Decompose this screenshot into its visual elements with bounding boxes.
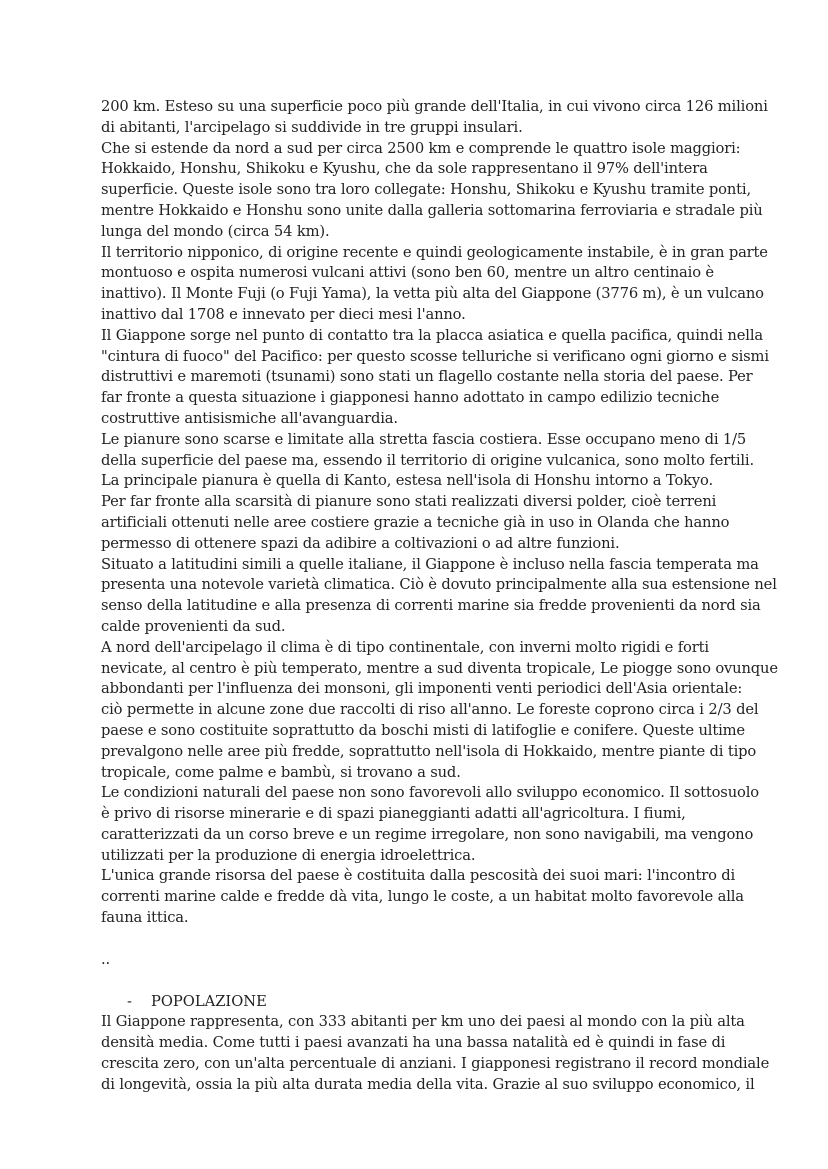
text-line: densità media. Come tutti i paesi avanzati ha una bassa natalità ed è quindi in fase di — [101, 1034, 726, 1052]
text-line: La principale pianura è quella di Kanto, estesa nell'isola di Honshu intorno a Tokyo. — [101, 472, 713, 490]
text-line: costruttive antisismiche all'avanguardia. — [101, 409, 398, 427]
text-line: A nord dell'arcipelago il clima è di tipo continentale, con inverni molto rigidi e forti — [101, 638, 709, 656]
text-line: far fronte a questa situazione i giapponesi hanno adottato in campo edilizio tecniche — [101, 389, 720, 407]
text-line: Il Giappone rappresenta, con 333 abitanti per km uno dei paesi al mondo con la più alta — [101, 1013, 745, 1031]
text-line: fauna ittica. — [101, 909, 189, 927]
text-line: della superficie del paese ma, essendo il territorio di origine vulcanica, sono molto fertili. — [101, 451, 754, 469]
spacer — [101, 971, 728, 992]
text-line: nevicate, al centro è più temperato, mentre a sud diventa tropicale, Le piogge sono ovunque — [101, 659, 778, 677]
text-line: Situato a latitudini simili a quelle italiane, il Giappone è incluso nella fascia temperata ma — [101, 555, 759, 573]
text-line: artificiali ottenuti nelle aree costiere grazie a tecniche già in uso in Olanda che hanno — [101, 513, 730, 531]
text-line: inattivo dal 1708 e innevato per dieci mesi l'anno. — [101, 305, 466, 323]
text-line: Il territorio nipponico, di origine recente e quindi geologicamente instabile, è in gran parte — [101, 243, 768, 261]
text-line: correnti marine calde e fredde dà vita, lungo le coste, a un habitat molto favorevole alla — [101, 888, 744, 906]
text-line: caratterizzati da un corso breve e un regime irregolare, non sono navigabili, ma vengono — [101, 825, 754, 843]
text-line: senso della latitudine e alla presenza di correnti marine sia fredde provenienti da nord sia — [101, 597, 761, 615]
text-line: lunga del mondo (circa 54 km). — [101, 222, 330, 240]
text-line: Che si estende da nord a sud per circa 2500 km e comprende le quattro isole maggiori: — [101, 139, 741, 157]
spacer — [101, 929, 728, 950]
text-line: ciò permette in alcune zone due raccolti di riso all'anno. Le foreste coprono circa i 2/3 del — [101, 701, 759, 719]
text-line: utilizzati per la produzione di energia idroelettrica. — [101, 846, 476, 864]
text-line: permesso di ottenere spazi da adibire a coltivazioni o ad altre funzioni. — [101, 534, 620, 552]
section-text — [101, 1012, 770, 1095]
text-line: prevalgono nelle aree più fredde, soprattutto nell'isola di Hokkaido, mentre piante di tipo — [101, 742, 757, 760]
text-line: Il Giappone sorge nel punto di contatto tra la placca asiatica e quella pacifica, quindi nella — [101, 326, 763, 344]
text-line: mentre Hokkaido e Honshu sono unite dalla galleria sottomarina ferroviaria e stradale più — [101, 201, 763, 219]
text-line: di longevità, ossia la più alta durata media della vita. Grazie al suo sviluppo economico, il — [101, 1075, 755, 1093]
text-line: inattivo). Il Monte Fuji (o Fuji Yama), la vetta più alta del Giappone (3776 m), è un vulcano — [101, 285, 764, 303]
text-line: 200 km. Esteso su una superficie poco più grande dell'Italia, in cui vivono circa 126 milioni — [101, 98, 768, 115]
body-text — [101, 97, 778, 929]
text-line: montuoso e ospita numerosi vulcani attivi (sono ben 60, mentre un altro centinaio è — [101, 264, 714, 282]
separator: .. — [101, 950, 111, 968]
section-heading — [101, 992, 728, 1013]
text-line: è privo di risorse minerarie e di spazi pianeggianti adatti all'agricoltura. I fiumi, — [101, 805, 686, 823]
text-line: L'unica grande risorsa del paese è costituita dalla pescosità dei suoi mari: l'incontro di — [101, 867, 736, 885]
text-line: Le pianure sono scarse e limitate alla stretta fascia costiera. Esse occupano meno di 1/5 — [101, 430, 747, 448]
text-line: crescita zero, con un'alta percentuale di anziani. I giapponesi registrano il record mondiale — [101, 1055, 770, 1073]
text-line: "cintura di fuoco" del Pacifico: per questo scosse telluriche si verificano ogni giorno e sismi — [101, 347, 769, 365]
text-line: di abitanti, l'arcipelago si suddivide in tre gruppi insulari. — [101, 118, 523, 136]
text-line: calde provenienti da sud. — [101, 617, 286, 635]
text-line: presenta una notevole varietà climatica. Ciò è dovuto principalmente alla sua estensione nel — [101, 576, 777, 594]
text-line: tropicale, come palme e bambù, si trovano a sud. — [101, 763, 461, 781]
text-line: distruttivi e maremoti (tsunami) sono stati un flagello costante nella storia del paese. Per — [101, 368, 753, 386]
text-line: Hokkaido, Honshu, Shikoku e Kyushu, che da sole rappresentano il 97% dell'intera — [101, 160, 708, 178]
bullet-dash: - — [127, 992, 132, 1010]
text-line: superficie. Queste isole sono tra loro collegate: Honshu, Shikoku e Kyushu tramite ponti, — [101, 181, 751, 199]
text-line: abbondanti per l'influenza dei monsoni, gli imponenti venti periodici dell'Asia orientale: — [101, 680, 743, 698]
text-line: paese e sono costituite soprattutto da boschi misti di latifoglie e conifere. Queste ultime — [101, 721, 745, 739]
section-heading-text: POPOLAZIONE — [151, 992, 267, 1010]
text-line: Le condizioni naturali del paese non sono favorevoli allo sviluppo economico. Il sottosuolo — [101, 784, 759, 802]
text-line: Per far fronte alla scarsità di pianure sono stati realizzati diversi polder, cioè terreni — [101, 493, 717, 511]
